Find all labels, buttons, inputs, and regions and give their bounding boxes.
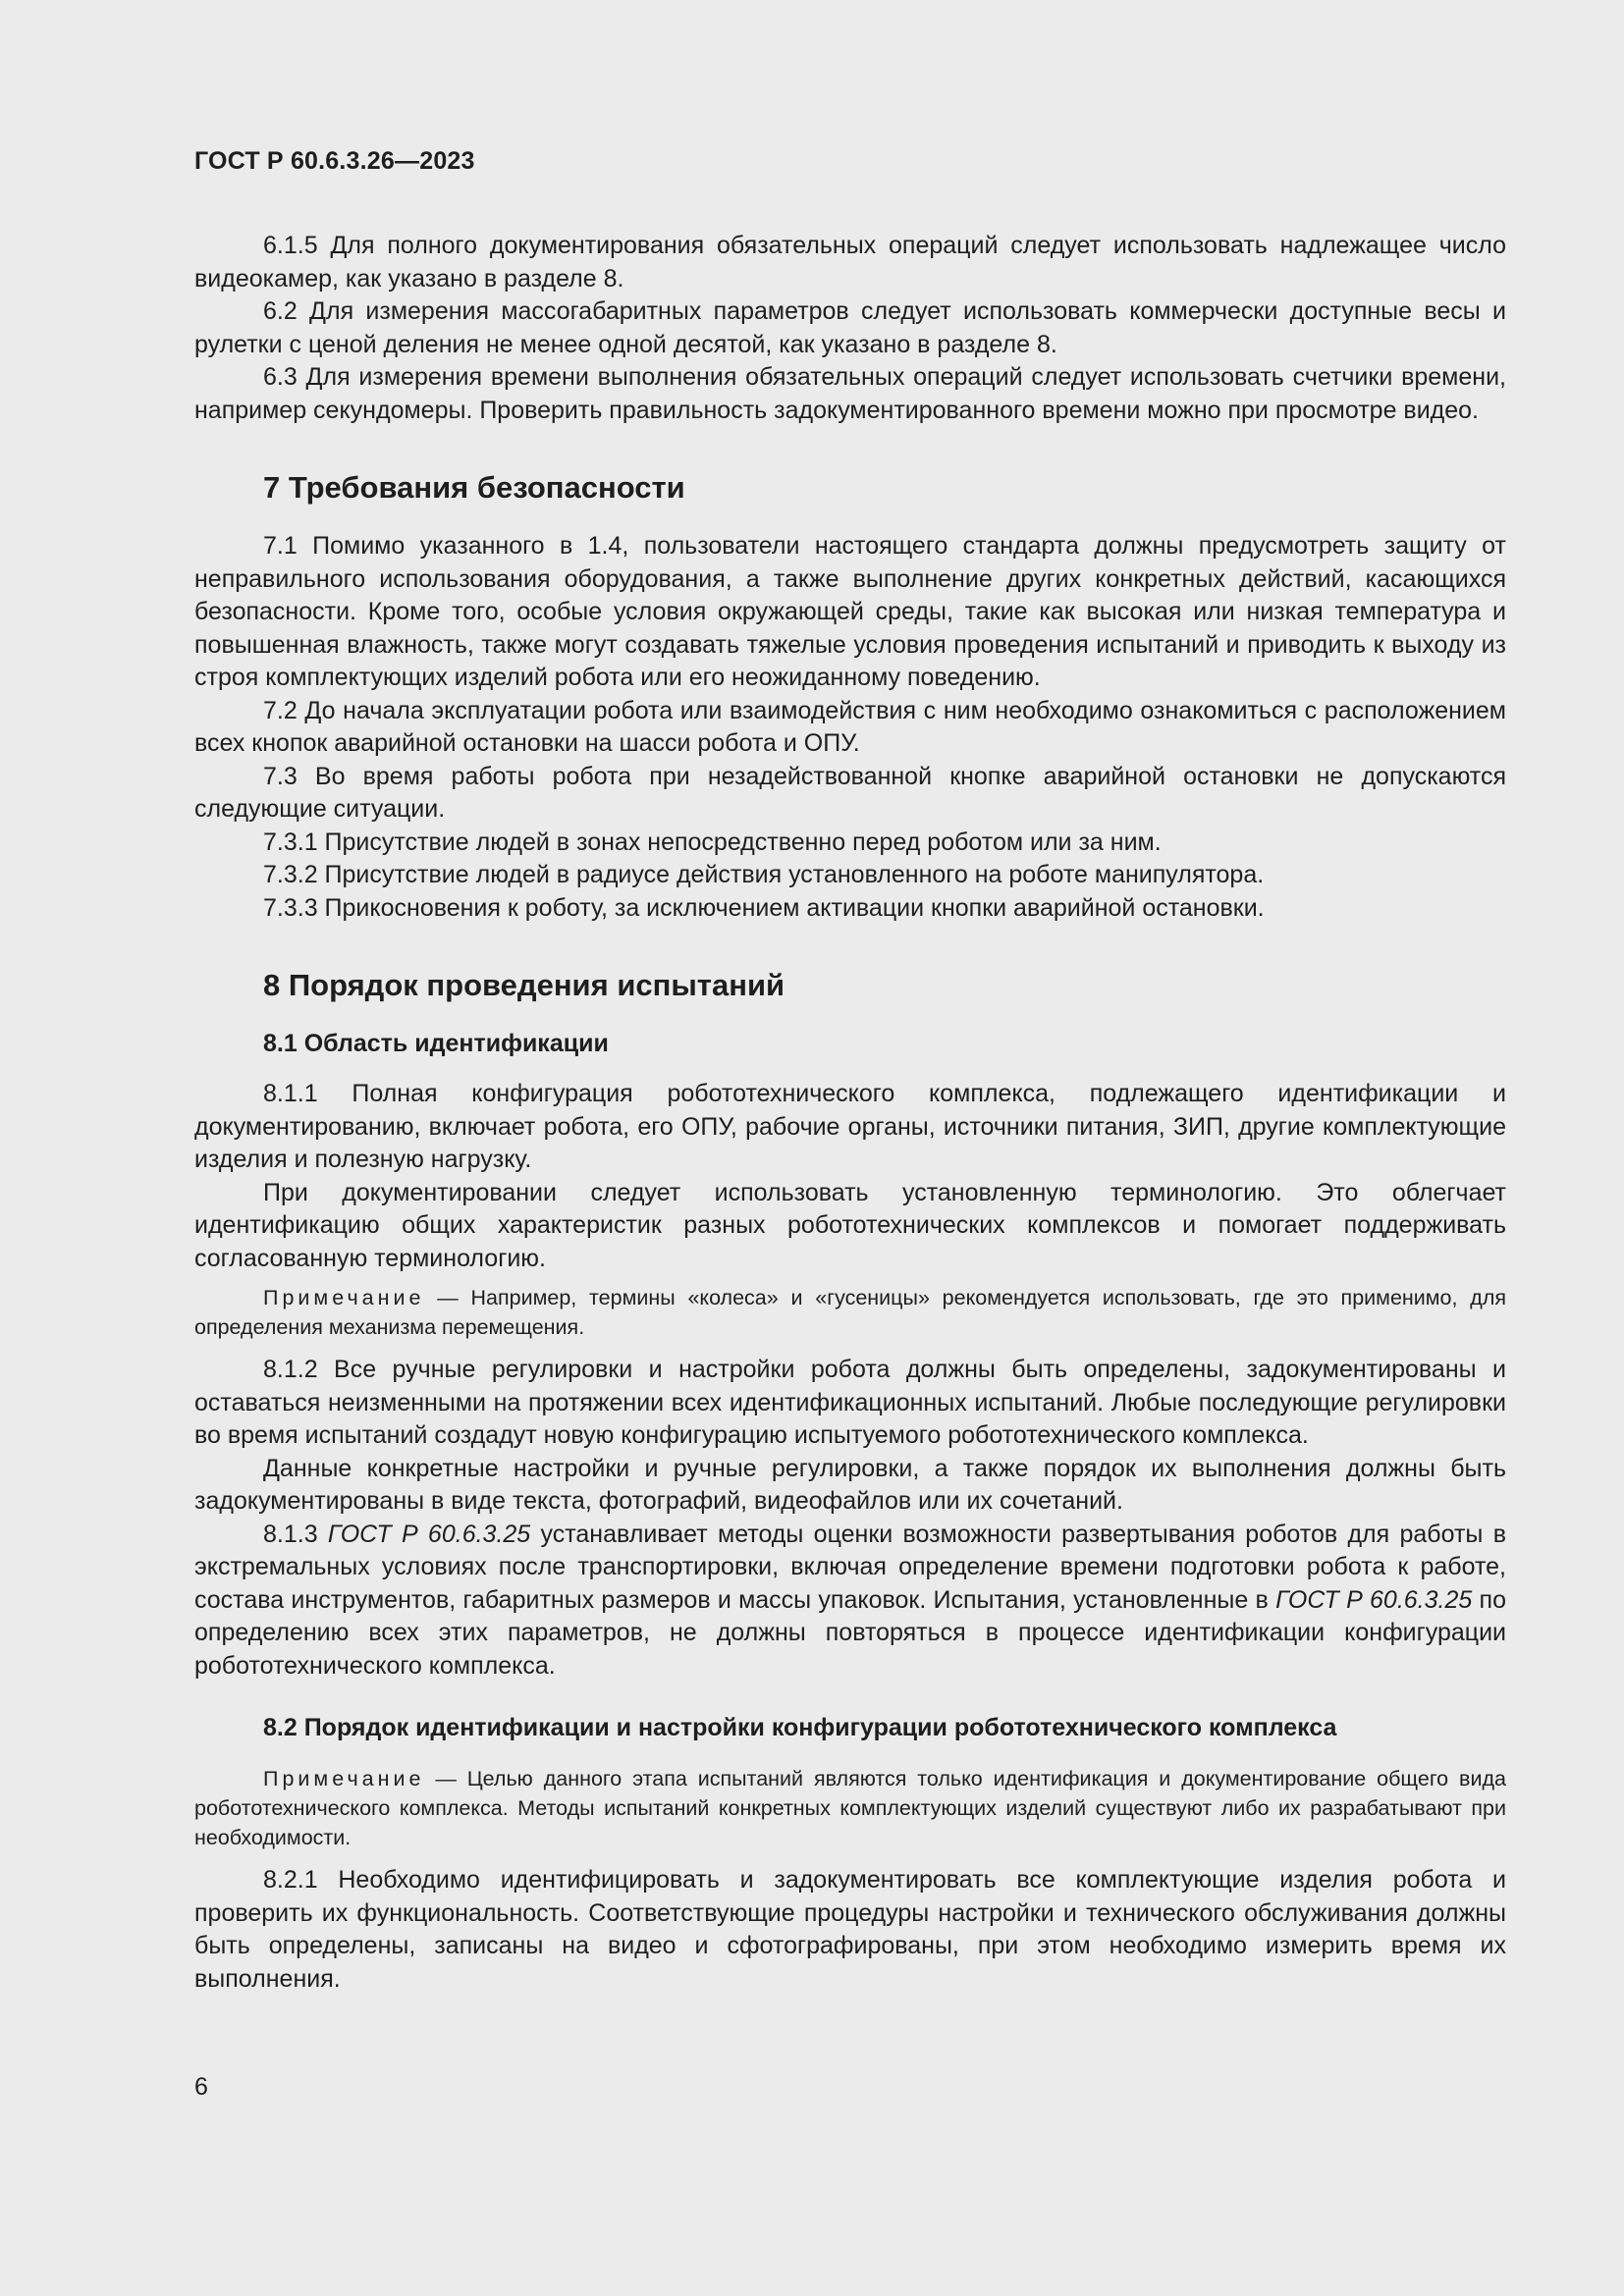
note-text: — Целью данного этапа испытаний являются только идентификация и документирование общего вида робототехнического комплекса. Методы испытаний конкретных комплектующих изделий существуют либо их разрабатывают при необходимости. bbox=[194, 1767, 1506, 1849]
paragraph-7-2: 7.2 До начала эксплуатации робота или взаимодействия с ним необходимо ознакомиться с расположением всех кнопок аварийной остановки на шасси робота и ОПУ. bbox=[194, 696, 1506, 757]
paragraph-8-1-2-continued: Данные конкретные настройки и ручные регулировки, а также порядок их выполнения должны быть задокументированы в виде текста, фотографий, видеофайлов или их сочетаний. bbox=[194, 1454, 1506, 1515]
paragraph-8-1-1: 8.1.1 Полная конфигурация робототехнического комплекса, подлежащего идентификации и документированию, включает робота, его ОПУ, рабочие органы, источники питания, ЗИП, другие комплектующие изделия и полезную нагрузку. bbox=[194, 1080, 1506, 1173]
document-page bbox=[194, 147, 1506, 1996]
paragraph-7-3-3: 7.3.3 Прикосновения к роботу, за исключением активации кнопки аварийной остановки. bbox=[263, 893, 1265, 922]
section-7-heading: 7 Требования безопасности bbox=[263, 470, 685, 505]
paragraph-7-3-2: 7.3.2 Присутствие людей в радиусе действия установленного на роботе манипулятора. bbox=[263, 861, 1265, 888]
paragraph-8-1-1-continued: При документировании следует использовать установленную терминологию. Это облегчает идентификацию общих характеристик разных робототехнических комплексов и помогает поддерживать согласованную терминологию. bbox=[194, 1178, 1506, 1272]
paragraph-8-1-2: 8.1.2 Все ручные регулировки и настройки робота должны быть определены, задокументированы и оставаться неизменными на протяжении всех идентификационных испытаний. Любые последующие регулировки во время испытаний создадут новую конфигурацию испытуемого робототехнического комплекса. bbox=[194, 1356, 1506, 1449]
paragraph-6-1-5: 6.1.5 Для полного документирования обязательных операций следует использовать надлежащее число видеокамер, как указано в разделе 8. bbox=[194, 232, 1506, 293]
standard-reference-link: ГОСТ Р 60.6.3.25 bbox=[327, 1520, 531, 1548]
standard-reference-link: ГОСТ Р 60.6.3.25 bbox=[1275, 1585, 1473, 1614]
page-number: 6 bbox=[194, 2073, 208, 2101]
subsection-8-1-heading: 8.1 Область идентификации bbox=[263, 1030, 609, 1057]
note-text: — Например, термины «колеса» и «гусеницы» рекомендуется использовать, где это применимо, для определения механизма перемещения. bbox=[194, 1286, 1506, 1339]
note-label: Примечание bbox=[263, 1286, 425, 1309]
paragraph-7-3: 7.3 Во время работы робота при незадействованной кнопке аварийной остановки не допускаются следующие ситуации. bbox=[194, 762, 1506, 823]
paragraph-8-2-1: 8.2.1 Необходимо идентифицировать и задокументировать все комплектующие изделия робота и проверить их функциональность. Соответствующие процедуры настройки и технического обслуживания должны быть определены, записаны на видео и сфотографированы, при этом необходимо измерить время их выполнения. bbox=[194, 1866, 1506, 1993]
note-2 bbox=[194, 1764, 1506, 1852]
subsection-8-2-heading: 8.2 Порядок идентификации и настройки конфигурации робототехнического комплекса bbox=[263, 1714, 1337, 1741]
section-8-heading: 8 Порядок проведения испытаний bbox=[263, 968, 785, 1002]
paragraph-7-3-1: 7.3.1 Присутствие людей в зонах непосредственно перед роботом или за ним. bbox=[263, 828, 1162, 856]
note-1 bbox=[194, 1283, 1506, 1342]
paragraph-8-1-3-text-end: по определению всех этих параметров, не должны повторяться в процессе идентификации конфигурации робототехнического комплекса. bbox=[194, 1585, 1507, 1680]
paragraph-6-3: 6.3 Для измерения времени выполнения обязательных операций следует использовать счетчики времени, например секундомеры. Проверить правильность задокументированного времени можно при просмотре видео. bbox=[194, 363, 1506, 424]
paragraph-8-1-3 bbox=[194, 1519, 1506, 1683]
document-code-header: ГОСТ Р 60.6.3.26—2023 bbox=[194, 147, 475, 175]
paragraph-8-1-3-number: 8.1.3 bbox=[263, 1520, 328, 1548]
paragraph-8-1-3-text: устанавливает методы оценки возможности развертывания роботов для работы в экстремальных условиях после транспортировки, включая определение времени подготовки робота к работе, состава инструментов, габаритных размеров и массы упаковок. Испытания, установленные в bbox=[194, 1520, 1506, 1614]
note-label: Примечание bbox=[263, 1767, 425, 1790]
paragraph-7-1: 7.1 Помимо указанного в 1.4, пользователи настоящего стандарта должны предусмотреть защиту от неправильного использования оборудования, а также выполнение других конкретных действий, касающихся безопасности. Кроме того, особые условия окружающей среды, такие как высокая или низкая температура и повышенная влажность, также могут создавать тяжелые условия проведения испытаний и приводить к выходу из строя комплектующих изделий робота или его неожиданному поведению. bbox=[194, 532, 1506, 691]
paragraph-6-2: 6.2 Для измерения массогабаритных параметров следует использовать коммерчески доступные весы и рулетки с ценой деления не менее одной десятой, как указано в разделе 8. bbox=[194, 297, 1506, 358]
